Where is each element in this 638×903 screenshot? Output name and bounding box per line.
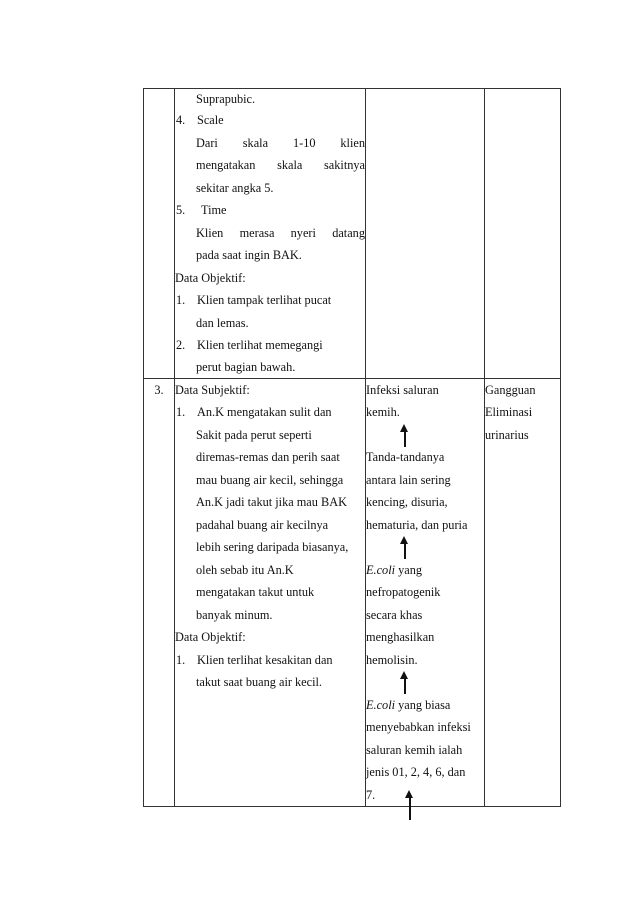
section-heading: Data Subjektif: [175, 382, 250, 397]
list-item: 1. Klien tampak terlihat pucat [176, 293, 332, 307]
list-item: 1. Klien terlihat kesakitan dan [176, 652, 333, 667]
text-line: pada saat ingin BAK. [196, 248, 302, 262]
text-line: Sakit pada perut seperti [196, 427, 312, 442]
text-line: mau buang air kecil, sehingga [196, 472, 344, 487]
text-line: 7. [366, 787, 376, 802]
number-cell: 3. [144, 378, 175, 807]
text-line: nefropatogenik [366, 585, 441, 599]
problem-cell [485, 378, 561, 807]
text-line: mengatakan takut untuk [196, 585, 315, 599]
text-line: Gangguan [485, 382, 536, 397]
text-line: Suprapubic. [196, 92, 256, 106]
up-arrow-icon [366, 671, 484, 694]
etiology-cell [366, 89, 485, 379]
text-line: takut saat buang air kecil. [196, 675, 322, 689]
text-line: jenis 01, 2, 4, 6, dan [366, 765, 466, 779]
list-item: 4. Scale [176, 113, 224, 127]
text-line: Klien merasa nyeri datang [196, 225, 365, 240]
text-line: diremas-remas dan perih saat [196, 450, 340, 464]
text-line: Dari skala 1-10 klien [196, 135, 365, 150]
table-row-continued [144, 89, 561, 379]
text-line: E.coli yang biasa [366, 697, 451, 712]
text-line: Tanda-tandanya [366, 450, 445, 464]
text-line: oleh sebab itu An.K [196, 562, 294, 577]
text-line: kemih. [366, 405, 400, 419]
text-line: antara lain sering [366, 472, 451, 487]
list-item: 5. Time [176, 203, 227, 217]
data-cell [175, 89, 366, 379]
text-line: An.K jadi takut jika mau BAK [196, 495, 347, 509]
text-line: Infeksi saluran [366, 382, 439, 397]
text-line: menyebabkan infeksi [366, 720, 471, 734]
text-line: lebih sering daripada biasanya, [196, 540, 349, 554]
text-line: banyak minum. [196, 607, 273, 622]
text-line: secara khas [366, 607, 423, 622]
etiology-cell [366, 378, 485, 807]
number-cell [144, 89, 175, 379]
text-line: hematuria, dan puria [366, 517, 468, 532]
data-cell [175, 378, 366, 807]
text-line: perut bagian bawah. [196, 359, 296, 374]
list-item: 2. Klien terlihat memegangi [176, 338, 323, 352]
section-heading: Data Objektif: [175, 270, 246, 285]
text-line: urinarius [485, 427, 529, 442]
text-line: saluran kemih ialah [366, 742, 463, 757]
table-row-3 [144, 378, 561, 807]
up-arrow-icon [366, 424, 484, 447]
text-line: mengatakan skala sakitnya [196, 158, 365, 172]
text-line: hemolisin. [366, 652, 418, 667]
nursing-analysis-table [143, 88, 561, 807]
text-line: dan lemas. [196, 315, 249, 330]
text-line: padahal buang air kecilnya [196, 517, 329, 532]
section-heading: Data Objektif: [175, 630, 246, 644]
text-line: sekitar angka 5. [196, 180, 274, 195]
up-arrow-icon [405, 790, 415, 820]
text-line: kencing, disuria, [366, 495, 448, 509]
problem-cell [485, 89, 561, 379]
text-line: E.coli yang [366, 562, 423, 577]
up-arrow-icon [366, 536, 484, 559]
text-line: menghasilkan [366, 630, 435, 644]
text-line: Eliminasi [485, 405, 533, 419]
list-item: 1. An.K mengatakan sulit dan [176, 405, 332, 419]
